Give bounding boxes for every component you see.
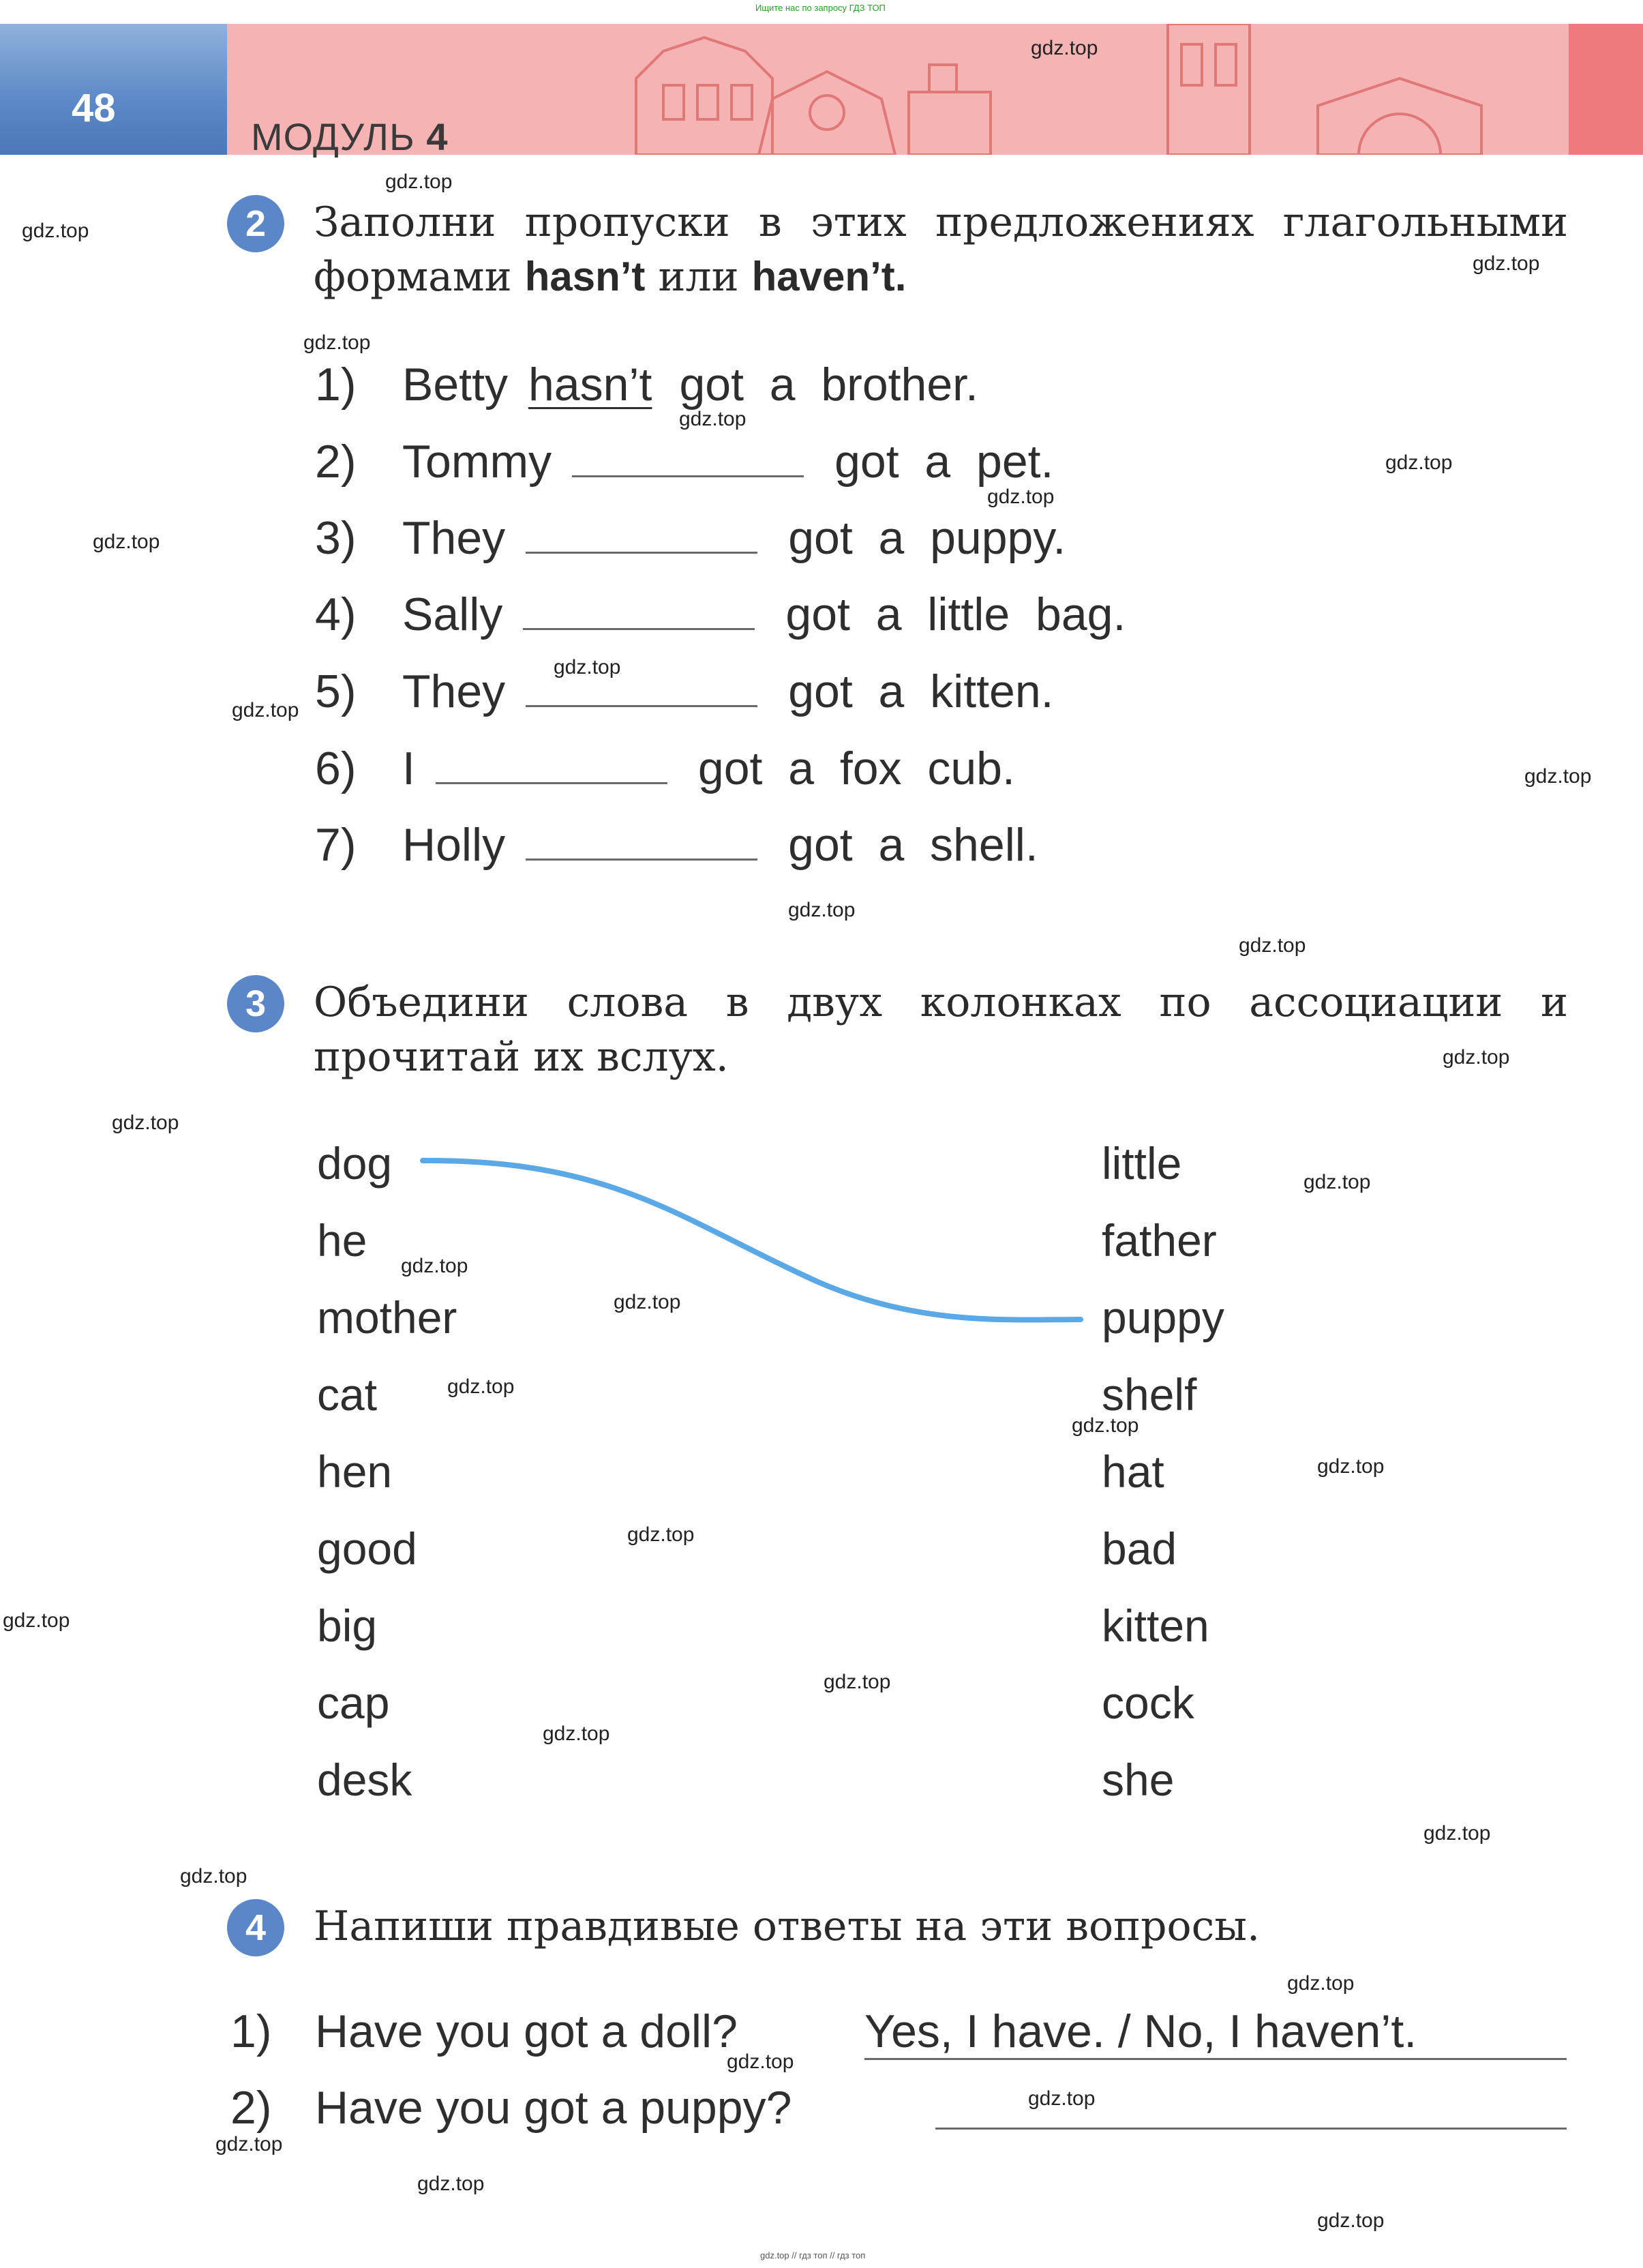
- watermark: gdz.top: [1303, 1171, 1371, 1193]
- left-word[interactable]: desk: [317, 1755, 412, 1805]
- right-word[interactable]: kitten: [1102, 1600, 1209, 1651]
- watermark: gdz.top: [1423, 1822, 1491, 1845]
- right-word[interactable]: puppy: [1102, 1292, 1224, 1343]
- exercise-4-number: 4: [227, 1899, 284, 1956]
- module-label: МОДУЛЬ: [251, 115, 415, 158]
- watermark: gdz.top: [543, 1722, 610, 1745]
- watermark: gdz.top: [215, 2133, 283, 2155]
- sentence-number: 4): [315, 588, 357, 640]
- watermark: gdz.top: [232, 699, 299, 721]
- exercise-4-instruction: Напиши правдивые ответы на эти вопросы.: [314, 1903, 1261, 1950]
- sentence-subject: Sally: [402, 588, 503, 640]
- left-word[interactable]: he: [317, 1215, 367, 1266]
- sentence-7: [315, 818, 1038, 871]
- top-note: Ищите нас по запросу ГДЗ ТОП: [755, 3, 886, 13]
- sentence-2: [315, 435, 1053, 488]
- left-word[interactable]: big: [317, 1600, 378, 1651]
- left-word[interactable]: good: [317, 1523, 417, 1574]
- exercise-2-number: 2: [227, 195, 284, 252]
- watermark: gdz.top: [1239, 934, 1306, 957]
- watermark: gdz.top: [1317, 2209, 1385, 2232]
- question-2-number: 2): [230, 2082, 272, 2134]
- watermark: gdz.top: [788, 899, 856, 921]
- module-number: 4: [426, 115, 449, 158]
- right-word[interactable]: shelf: [1102, 1369, 1197, 1420]
- watermark: gdz.top: [385, 170, 453, 193]
- answer-blank[interactable]: [526, 698, 757, 707]
- watermark: gdz.top: [1031, 37, 1098, 59]
- sentence-subject: I: [402, 743, 415, 794]
- watermark: gdz.top: [3, 1609, 70, 1632]
- word-or: или: [658, 253, 739, 301]
- watermark: gdz.top: [824, 1671, 891, 1693]
- sentence-rest: got a shell.: [788, 819, 1038, 871]
- left-word[interactable]: dog: [317, 1138, 393, 1189]
- right-word[interactable]: hat: [1102, 1446, 1164, 1497]
- watermark: gdz.top: [627, 1523, 695, 1546]
- question-2: Have you got a puppy?: [315, 2082, 792, 2134]
- watermark: gdz.top: [1028, 2087, 1096, 2110]
- question-1-number: 1): [230, 2005, 272, 2057]
- watermark: gdz.top: [987, 486, 1055, 508]
- left-word[interactable]: hen: [317, 1446, 393, 1497]
- watermark: gdz.top: [1443, 1046, 1510, 1069]
- answer-blank[interactable]: [526, 545, 757, 554]
- watermark: gdz.top: [303, 331, 371, 354]
- sentence-number: 6): [315, 743, 357, 794]
- connection-dog-puppy: [423, 1161, 1081, 1320]
- sentence-number: 1): [315, 359, 357, 411]
- watermark: gdz.top: [679, 408, 747, 430]
- watermark: gdz.top: [1072, 1414, 1139, 1437]
- watermark: gdz.top: [554, 656, 621, 678]
- module-title: [251, 115, 448, 159]
- sentence-4: [315, 588, 1126, 641]
- sentence-subject: They: [402, 512, 506, 564]
- sentence-6: [315, 742, 1015, 795]
- page-number: 48: [72, 86, 116, 130]
- watermark: gdz.top: [1385, 451, 1453, 474]
- exercise-2-instruction: [314, 195, 1568, 304]
- answer-blank[interactable]: [523, 621, 755, 630]
- sentence-subject: Betty: [402, 359, 508, 411]
- watermark: gdz.top: [401, 1255, 468, 1277]
- watermark: gdz.top: [417, 2173, 485, 2195]
- sentence-number: 7): [315, 819, 357, 871]
- answer-blank[interactable]: [436, 775, 667, 784]
- watermark: gdz.top: [1473, 252, 1540, 275]
- watermark: gdz.top: [1317, 1455, 1385, 1478]
- right-word[interactable]: she: [1102, 1755, 1175, 1805]
- answer-1: Yes, I have. / No, I haven’t.: [864, 2005, 1567, 2060]
- exercise-3-instruction: Объедини слова в двух колонках по ассоциации и прочитай их вслух.: [314, 979, 1568, 1081]
- footer-note: gdz.top // гдз топ // гдз топ: [760, 2250, 866, 2260]
- answer-blank[interactable]: [572, 468, 804, 477]
- question-1: Have you got a doll?: [315, 2005, 738, 2057]
- watermark: gdz.top: [447, 1375, 515, 1398]
- answer-blank[interactable]: [526, 852, 757, 861]
- watermark: gdz.top: [614, 1291, 681, 1313]
- sentence-rest: got a kitten.: [788, 666, 1054, 717]
- right-word[interactable]: cock: [1102, 1677, 1194, 1728]
- sentence-5: [315, 665, 1054, 718]
- watermark: gdz.top: [112, 1111, 179, 1134]
- watermark: gdz.top: [1287, 1972, 1355, 1995]
- sentence-rest: got a brother.: [679, 359, 978, 411]
- sentence-number: 5): [315, 666, 357, 717]
- sentence-number: 2): [315, 436, 357, 488]
- watermark: gdz.top: [22, 220, 89, 242]
- form-hasnt: hasn’t: [524, 254, 646, 299]
- filled-answer: hasn’t: [528, 359, 652, 411]
- watermark: gdz.top: [727, 2050, 794, 2073]
- watermark: gdz.top: [1524, 765, 1592, 788]
- sentence-subject: Tommy: [402, 436, 552, 488]
- right-word[interactable]: bad: [1102, 1523, 1177, 1574]
- page-header: [0, 0, 1643, 157]
- header-corner: [1569, 24, 1643, 155]
- exercise-3-number: 3: [227, 975, 284, 1032]
- right-word[interactable]: little: [1102, 1138, 1182, 1189]
- watermark: gdz.top: [180, 1865, 247, 1887]
- sentence-1: [315, 358, 978, 411]
- sentence-rest: got a fox cub.: [697, 743, 1015, 794]
- sentence-subject: They: [402, 666, 506, 717]
- left-word[interactable]: cat: [317, 1369, 378, 1420]
- sentence-subject: Holly: [402, 819, 506, 871]
- form-havent: haven’t.: [751, 254, 907, 299]
- instruction-text: Заполни пропуски в этих предложениях глагольными формами: [314, 198, 1568, 301]
- sentence-rest: got a puppy.: [788, 512, 1066, 564]
- left-word[interactable]: cap: [317, 1677, 390, 1728]
- sentence-number: 3): [315, 512, 357, 564]
- left-word[interactable]: mother: [317, 1292, 457, 1343]
- sentence-rest: got a little bag.: [785, 588, 1126, 640]
- right-word[interactable]: father: [1102, 1215, 1217, 1266]
- watermark: gdz.top: [93, 531, 160, 553]
- sentence-3: [315, 511, 1066, 565]
- sentence-rest: got a pet.: [834, 436, 1054, 488]
